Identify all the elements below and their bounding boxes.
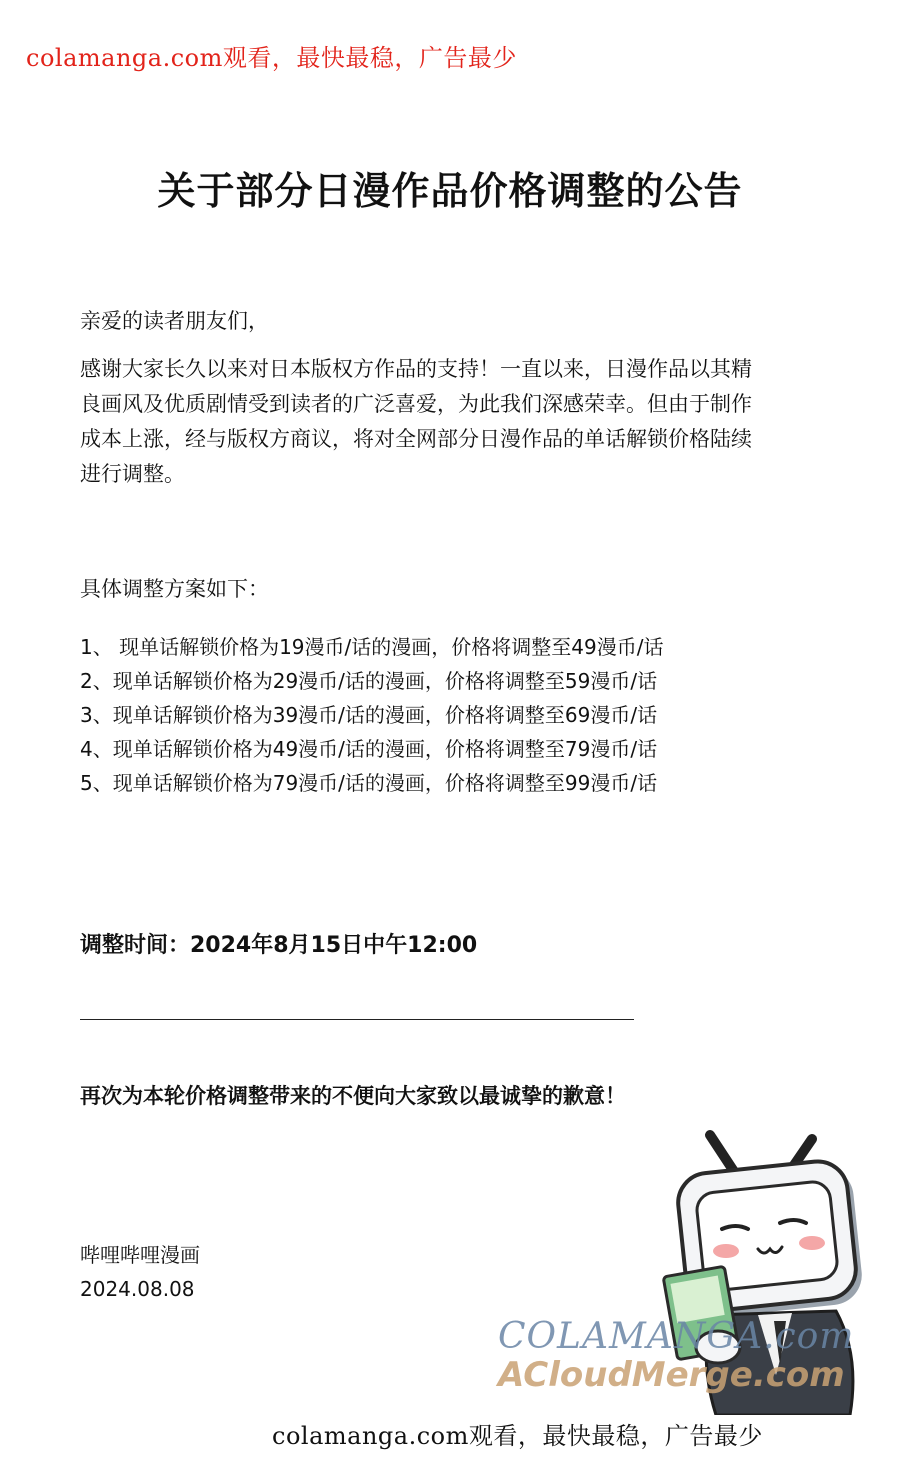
plan-item: 4、现单话解锁价格为49漫币/话的漫画，价格将调整至79漫币/话 [80, 737, 658, 761]
intro-line: 进行调整。 [80, 462, 185, 486]
plan-item: 5、现单话解锁价格为79漫币/话的漫画，价格将调整至99漫币/话 [80, 771, 658, 795]
intro-line: 成本上涨，经与版权方商议，将对全网部分日漫作品的单话解锁价格陆续 [80, 427, 752, 451]
plan-item: 1、 现单话解锁价格为19漫币/话的漫画，价格将调整至49漫币/话 [80, 635, 664, 659]
intro-line: 良画风及优质剧情受到读者的广泛喜爱，为此我们深感荣幸。但由于制作 [80, 392, 752, 416]
watermark-logo-line1: COLAMANGA.com [498, 1316, 855, 1357]
plan-item: 3、现单话解锁价格为39漫币/话的漫画，价格将调整至69漫币/话 [80, 703, 658, 727]
signature [80, 1238, 200, 1306]
divider [80, 1019, 634, 1020]
plan-list [80, 630, 663, 800]
adjust-time: 调整时间：2024年8月15日中午12:00 [80, 933, 478, 958]
intro-paragraph [80, 352, 820, 492]
greeting: 亲爱的读者朋友们， [80, 309, 269, 333]
watermark-bottom: colamanga.com观看，最快最稳，广告最少 [272, 1422, 763, 1450]
plan-item: 2、现单话解锁价格为29漫币/话的漫画，价格将调整至59漫币/话 [80, 669, 658, 693]
watermark-logo-line2: ACloudMerge.com [498, 1355, 845, 1395]
plan-heading: 具体调整方案如下： [80, 577, 269, 601]
site-watermark-logo [498, 1318, 855, 1394]
signature-name: 哔哩哔哩漫画 [80, 1243, 200, 1267]
watermark-top: colamanga.com观看，最快最稳，广告最少 [26, 44, 517, 72]
signature-date: 2024.08.08 [80, 1277, 195, 1301]
notice-title: 关于部分日漫作品价格调整的公告 [157, 169, 743, 213]
intro-line: 感谢大家长久以来对日本版权方作品的支持！一直以来，日漫作品以其精 [80, 357, 752, 381]
apology-statement: 再次为本轮价格调整带来的不便向大家致以最诚挚的歉意！ [80, 1084, 626, 1108]
